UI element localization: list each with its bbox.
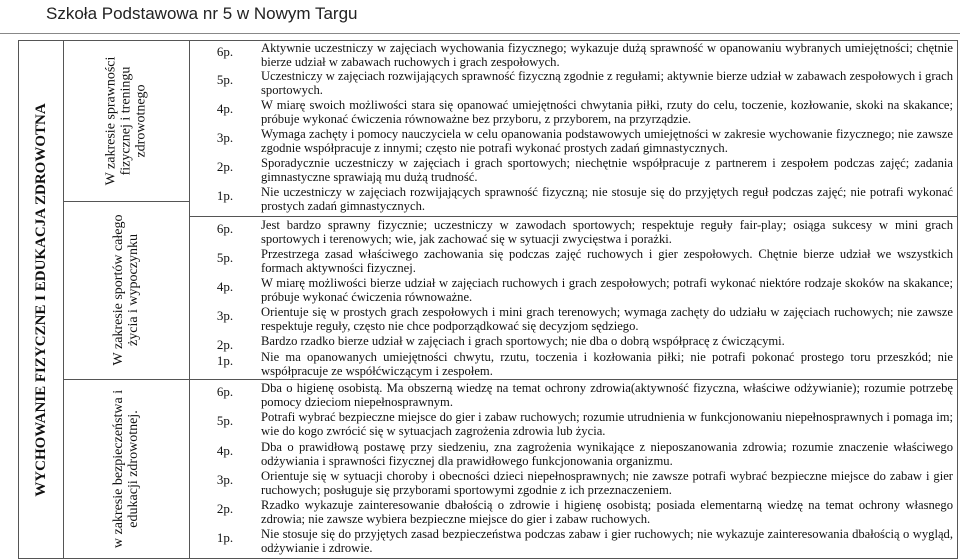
grade-description: Potrafi wybrać bezpieczne miejsce do gier i zabaw ruchowych; rozumie utrudnienia w funkcjonowaniu niepełnosprawnych i pomaga im; wie do kogo zwrócić się w sytuacjach zagrożenia zdrowia lub życia. [261,410,953,438]
section-divider [189,216,957,217]
table-row [189,335,957,351]
grade-label: 6p. [216,384,234,399]
table-row [189,277,957,305]
area-cell-fitness [63,41,189,202]
area-label-lifetime-sports: W zakresie sportów całego życia i wypoczynku [111,214,141,366]
grade-description: Dba o prawidłową postawę przy siedzeniu, zna zagrożenia wynikające z nieposzanowania zdrowia; rozumie znaczenie właściwego odżywiania i sprawności fizycznej dla prawidłowego funkcjonowania organizmu. [261,440,953,468]
table-row [189,70,957,98]
grade-description: Orientuje się w sytuacji choroby i obecności dzieci niepełnosprawnych; nie zawsze potrafi wybrać bezpieczne miejsce do zabaw i gier ruchowych; posługuje się przyborami sportowymi zgodnie z ich przeznaczeniem. [261,469,953,497]
grade-label: 3p. [216,308,234,323]
table-row [189,128,957,156]
table-row [189,157,957,185]
table-row [189,411,957,440]
grading-table [18,40,958,559]
area-label-health: w zakresie bezpieczeństwa i edukacji zdrowotnej. [111,389,141,548]
table-row [189,219,957,247]
grade-description: Aktywnie uczestniczy w zajęciach wychowania fizycznego; wykazuje dużą sprawność w opanowaniu wybranych umiejętności; chętnie bierze udział w zabawach ruchowych i grach zespołowych. [261,41,953,69]
grade-description: Bardzo rzadko bierze udział w zajęciach i grach sportowych; nie dba o dobrą współpracę z ćwiczącymi. [261,334,785,348]
main-category-title: WYCHOWANIE FIZYCZNE I EDUKACJA ZDROWOTNA [33,102,49,497]
grade-label: 2p. [216,501,234,516]
table-row [189,99,957,127]
area-column [63,41,190,558]
main-category-column [19,41,64,558]
grade-description: Jest bardzo sprawny fizycznie; uczestniczy w zawodach sportowych; respektuje reguły fair-play; osiąga sukcesy w mini grach sportowych i terenowych; wie, jak zachować się w sytuacji zwycięstwa i porażki. [261,218,953,246]
grade-description: Nie uczestniczy w zajęciach rozwijających sprawność fizyczną; nie stosuje się do przyjętych reguł podczas zajęć; nie potrafi wykonać prostych zadań gimnastycznych. [261,185,953,213]
grade-label: 4p. [216,443,234,458]
grade-description: Sporadycznie uczestniczy w zajęciach i grach sportowych; niechętnie współpracuje z partnerem i zespołem podczas zajęć; zadania gimnastyczne sprawiają mu dużą trudność. [261,156,953,184]
table-row [189,248,957,276]
grade-label: 6p. [216,44,234,59]
grade-label: 5p. [216,72,234,87]
area-cell-health [63,379,189,558]
grade-description: Nie ma opanowanych umiejętności chwytu, rzutu, toczenia i kozłowania piłki; nie potrafi pokonać prostego toru przeszkód; nie współpracuje ze współćwiczącym i zespołem. [261,350,953,378]
grade-description: W miarę swoich możliwości stara się opanować umiejętności chwytania piłki, rzuty do celu, toczenie, kozłowanie, skoki na skakance; próbuje wykonać ćwiczenia równoważne bez przyboru, z przyborem, na przyrządzie. [261,98,953,126]
table-row [189,186,957,214]
grade-description: Dba o higienę osobistą. Ma obszerną wiedzę na temat ochrony zdrowia(aktywność fizyczna, właściwe odżywianie); rozumie potrzebę pomocy dzieciom niepełnosprawnym. [261,381,953,409]
table-row [189,42,957,70]
table-row [189,499,957,528]
grade-label: 5p. [216,413,234,428]
table-row [189,528,957,557]
grade-label: 5p. [216,250,234,265]
grade-description: Wymaga zachęty i pomocy nauczyciela w celu opanowania podstawowych umiejętności w zakresie wychowanie fizycznego; nie zawsze zgodnie współpracuje z innymi; często nie potrafi wykonać prostych zadań gimnastycznych. [261,127,953,155]
table-row [189,306,957,334]
grade-description: Przestrzega zasad właściwego zachowania się podczas zajęć ruchowych i gier zespołowych. Chętnie bierze udział we wszystkich formach aktywności fizycznej. [261,247,953,275]
grade-description: Orientuje się w prostych grach zespołowych i mini grach terenowych; wymaga zachęty do udziału w zajęciach ruchowych; nie zawsze respektuje reguły, często nie chce podporządkować się decyzjom sędziego. [261,305,953,333]
grade-description: Nie stosuje się do przyjętych zasad bezpieczeństwa podczas zabaw i gier ruchowych; nie wykazuje zainteresowania dbałością o wygląd, odżywianie i zdrowie. [261,527,953,555]
grade-label: 4p. [216,101,234,116]
grade-label: 2p. [216,337,234,352]
criteria-rows [189,41,957,558]
school-header: Szkoła Podstawowa nr 5 w Nowym Targu [46,4,358,23]
area-cell-lifetime-sports [63,201,189,380]
grade-label: 1p. [216,353,234,368]
table-row [189,382,957,411]
table-row [189,351,957,379]
section-divider [189,379,957,380]
grade-description: Uczestniczy w zajęciach rozwijających sprawność fizyczną zgodnie z regułami; aktywnie bierze udział w zabawach zespołowych i grach sportowych. [261,69,953,97]
grade-label: 1p. [216,530,234,545]
area-label-fitness: W zakresie sprawności fizycznej i treningu zdrowotnego [103,56,149,186]
header-divider [0,33,960,34]
grade-label: 3p. [216,472,234,487]
grade-label: 1p. [216,188,234,203]
table-row [189,441,957,470]
grade-description: Rzadko wykazuje zainteresowanie dbałością o zdrowie i higienę osobistą; posiada elementarną wiedzę na temat ochrony własnego zdrowia; nie zawsze wybiera bezpieczne miejsce do gier i zabaw ruchowych. [261,498,953,526]
grade-label: 2p. [216,159,234,174]
grade-description: W miarę możliwości bierze udział w zajęciach ruchowych i grach zespołowych; potrafi wykonać niektóre rodzaje skoków na skakance; próbuje wykonać ćwiczenia równoważne. [261,276,953,304]
grade-label: 6p. [216,221,234,236]
grade-label: 3p. [216,130,234,145]
grade-label: 4p. [216,279,234,294]
table-row [189,470,957,499]
